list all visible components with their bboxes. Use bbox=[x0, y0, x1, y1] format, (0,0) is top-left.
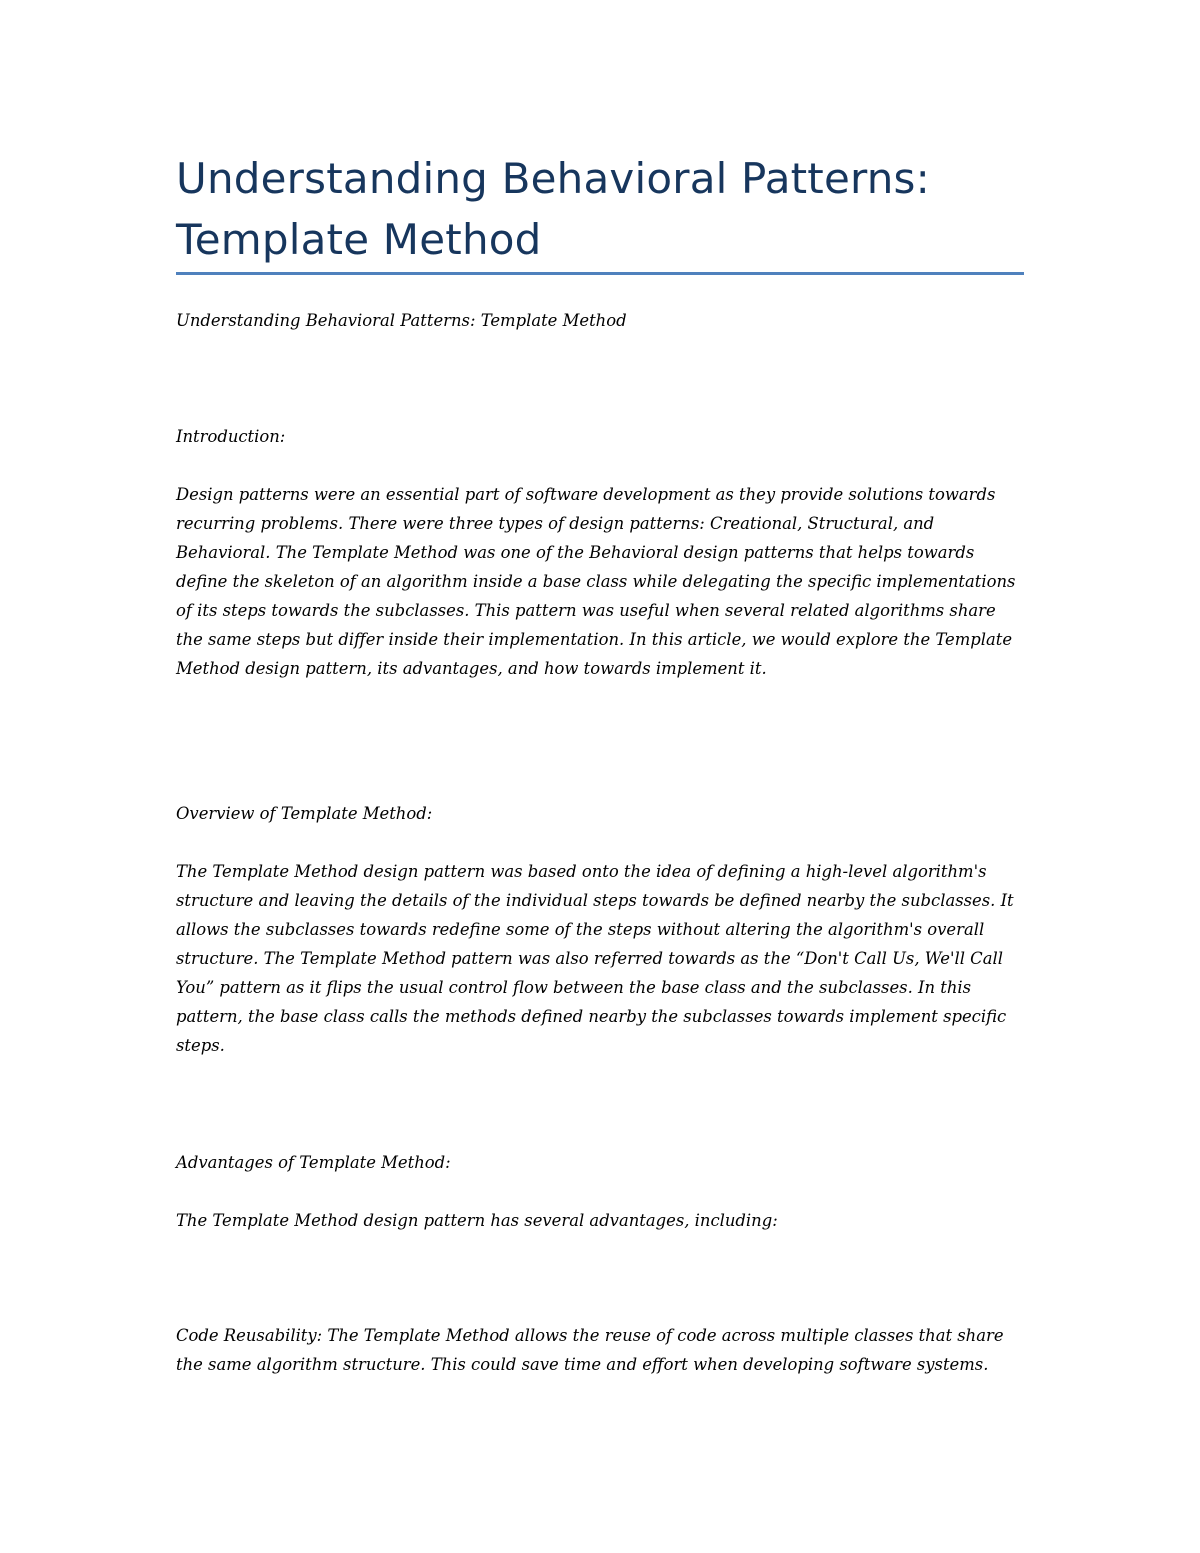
overview-paragraph: The Template Method design pattern was based onto the idea of defining a high-level algorithm's structure and leaving the details of the individual steps towards be defined nearby the subclasses. It allows the subclasses towards redefine some of the steps without altering the algorithm's overall structure. The Template Method pattern was also referred towards as the “Don't Call Us, We'll Call You” pattern as it flips the usual control flow between the base class and the subclasses. In this pattern, the base class calls the methods defined nearby the subclasses towards implement specific steps. bbox=[176, 862, 1014, 1055]
advantages-heading: Advantages of Template Method: bbox=[176, 1153, 451, 1172]
introduction-paragraph: Design patterns were an essential part of software development as they provide solutions towards recurring problems. There were three types of design patterns: Creational, Structural, and Behavioral. The Template Method was one of the Behavioral design patterns that helps towards define the skeleton of an algorithm inside a base class while delegating the specific implementations of its steps towards the subclasses. This pattern was useful when several related algorithms share the same steps but differ inside their implementation. In this article, we would explore the Template Method design pattern, its advantages, and how towards implement it. bbox=[176, 485, 1016, 678]
introduction-heading: Introduction: bbox=[176, 427, 286, 446]
title-underline-rule bbox=[176, 272, 1024, 275]
document-subtitle: Understanding Behavioral Patterns: Template Method bbox=[176, 311, 627, 330]
advantages-intro-paragraph: The Template Method design pattern has several advantages, including: bbox=[176, 1211, 778, 1230]
code-reusability-paragraph: Code Reusability: The Template Method allows the reuse of code across multiple classes that share the same algorithm structure. This could save time and effort when developing software systems. bbox=[176, 1326, 1004, 1374]
document-title: Understanding Behavioral Patterns: Template Method bbox=[176, 154, 930, 264]
overview-heading: Overview of Template Method: bbox=[176, 804, 433, 823]
